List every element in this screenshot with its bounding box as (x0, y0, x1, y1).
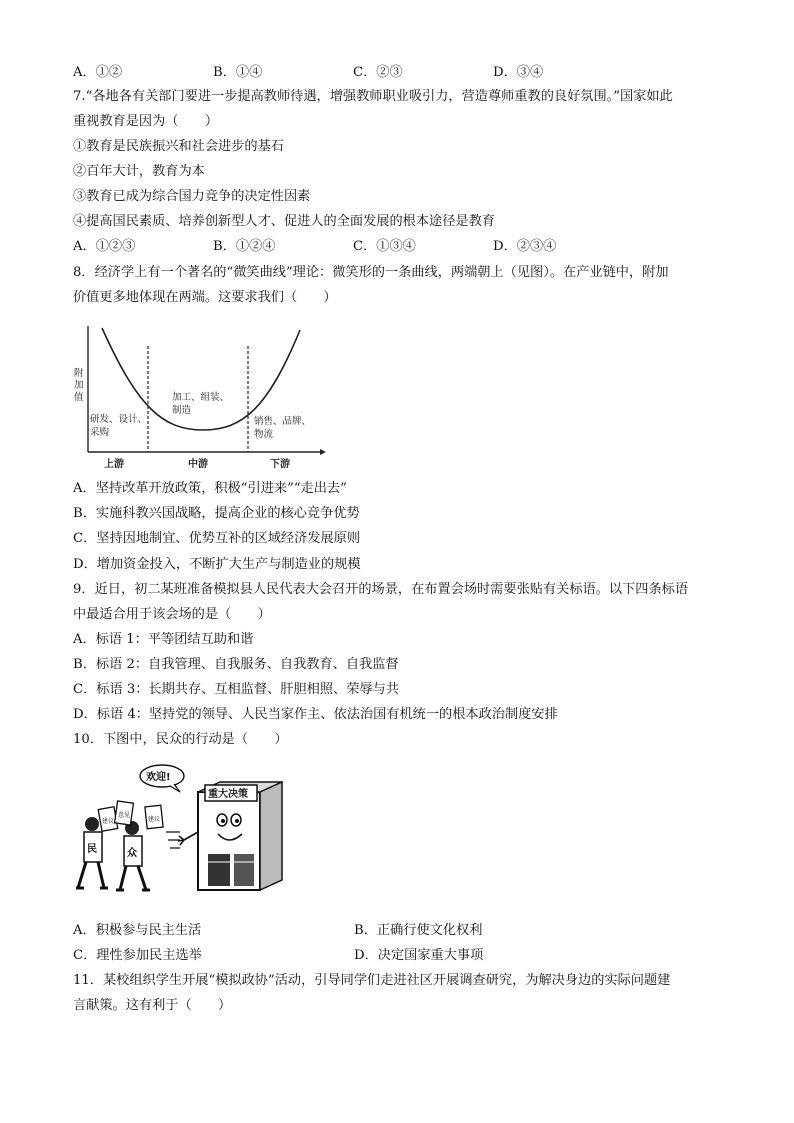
q7-option-d: D．②③④ (493, 239, 557, 254)
q8-stem-line-1: 8．经济学上有一个著名的“微笑曲线”理论：微笑形的一条曲线，两端朝上（见图）。在产业链中，附加 (73, 265, 669, 280)
q6-options (73, 64, 733, 82)
smile-curve-figure (68, 318, 330, 470)
waving-hand (178, 832, 198, 845)
q11-stem-line-1: 11．某校组织学生开展“模拟政协”活动，引导同学们走进社区开展调查研究，为解决身边的实际问题建 (73, 973, 671, 988)
x-axis-arrow (320, 449, 326, 455)
q10-option-d: D．决定国家重大事项 (354, 948, 484, 963)
cartoon-figure (70, 762, 285, 902)
upstream-text-1: 研发、设计、 (90, 414, 148, 425)
q9-stem-line-2: 中最适合用于该会场的是（ ） (73, 607, 271, 622)
motion-lines (166, 832, 180, 848)
q10-option-a: A．积极参与民主生活 (73, 923, 202, 938)
q7-item-3: ③教育已成为综合国力竞争的决定性因素 (73, 189, 311, 204)
q9-option-c: C．标语 3：长期共存、互相监督、肝胆相照、荣辱与共 (73, 682, 399, 697)
q7-item-4: ④提高国民素质、培养创新型人才、促进人的全面发展的根本途径是教育 (73, 214, 495, 229)
q9-option-b: B．标语 2：自我管理、自我服务、自我教育、自我监督 (73, 657, 399, 672)
q10-option-b: B．正确行使文化权利 (354, 923, 483, 938)
q7-stem-line-2: 重视教育是因为（ ） (73, 114, 219, 129)
q6-option-d: D．③④ (493, 65, 544, 80)
bubble-text: 欢迎! (146, 772, 171, 783)
q6-option-b: B．①④ (213, 65, 263, 80)
q8-option-a: A．坚持改革开放政策，积极“引进来”“走出去” (73, 481, 347, 496)
q11-stem-line-2: 言献策。这有利于（ ） (73, 998, 232, 1013)
midstream-text-2: 制造 (172, 405, 192, 416)
y-label-2: 加 (74, 380, 84, 391)
q7-item-2: ②百年大计，教育为本 (73, 164, 205, 179)
q10-options-row-1 (73, 922, 733, 940)
q7-option-a: A．①②③ (73, 239, 136, 254)
q7-option-b: B．①②④ (213, 239, 276, 254)
person-1-shirt: 民 (87, 844, 97, 855)
q9-stem-line-1: 9．近日，初二某班准备模拟县人民代表大会召开的场景，在布置会场时需要张贴有关标语。以下四条标语 (73, 582, 689, 597)
q10-options-row-2 (73, 947, 733, 965)
q9-option-d: D．标语 4：坚持党的领导、人民当家作主、依法治国有机统一的根本政治制度安排 (73, 707, 558, 722)
paper-1-text: 建议 (102, 818, 115, 825)
y-label-1: 附 (74, 368, 84, 379)
q10-option-c: C．理性参加民主选举 (73, 948, 202, 963)
midstream-text-1: 加工、组装、 (172, 392, 230, 403)
q7-stem-line-1: 7.“各地各有关部门要进一步提高教师待遇，增强教师职业吸引力，营造尊师重教的良好氛围。”国家如此 (73, 89, 673, 104)
downstream-text-1: 销售、品牌、 (254, 416, 312, 427)
y-label-3: 值 (74, 392, 84, 403)
q8-option-d: D．增加资金投入，不断扩大生产与制造业的规模 (73, 557, 361, 572)
q7-item-1: ①教育是民族振兴和社会进步的基石 (73, 139, 284, 154)
q9-option-a: A．标语 1：平等团结互助和谐 (73, 632, 254, 647)
stage-label-midstream: 中游 (188, 459, 208, 470)
downstream-text-2: 物流 (254, 429, 274, 440)
q8-stem-line-2: 价值更多地体现在两端。这要求我们（ ） (73, 290, 337, 305)
q8-option-b: B．实施科教兴国战略，提高企业的核心竞争优势 (73, 506, 360, 521)
paper-3-text: 建议 (148, 816, 161, 823)
stage-label-upstream: 上游 (104, 459, 124, 470)
building-sign: 重大决策 (208, 789, 248, 800)
stage-label-downstream: 下游 (270, 459, 290, 470)
q6-option-a: A．①② (73, 65, 123, 80)
q6-option-c: C．②③ (353, 65, 403, 80)
q8-option-c: C．坚持因地制宜、优势互补的区域经济发展原则 (73, 531, 361, 546)
q10-stem: 10．下图中，民众的行动是（ ） (73, 732, 288, 747)
upstream-text-2: 采购 (90, 427, 110, 438)
person-2-shirt: 众 (127, 848, 137, 859)
paper-2-text: 意见 (118, 812, 131, 819)
q7-options (73, 238, 733, 256)
q7-option-c: C．①③④ (353, 239, 416, 254)
